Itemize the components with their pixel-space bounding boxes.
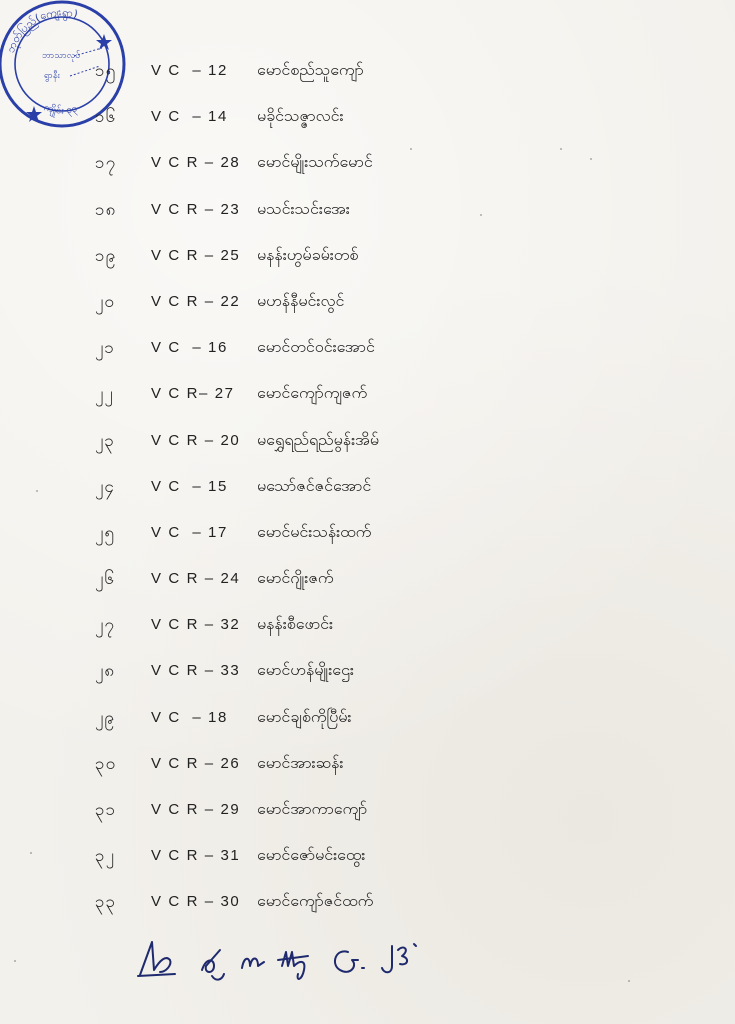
list-item: [0, 239, 735, 285]
row-name: မခိုင်သဇ္ဇာလင်း: [257, 106, 344, 126]
row-name: မောင်ဂျိုးဇက်: [257, 568, 334, 588]
row-code: V C R – 28: [151, 154, 241, 172]
row-number: ၂၅: [95, 522, 115, 543]
row-name: မောင်ဟန်မျိုးဌေး: [257, 660, 354, 680]
list-item: [0, 885, 735, 931]
list-item: [0, 470, 735, 516]
row-code: V C – 17: [151, 523, 228, 541]
row-name: မသင်းသင်းအေး: [257, 198, 350, 218]
row-number: ၁၆: [95, 107, 117, 128]
list-item: [0, 424, 735, 470]
row-name: မောင်အာကာကျော်: [257, 799, 368, 818]
row-name: မောင်မင်းသန်းထက်: [257, 521, 372, 541]
row-name: မနန်းဟွမ်ခမ်းတစ်: [257, 244, 359, 264]
row-name: မောင်ချစ်ကိုပြီမ်း: [257, 706, 352, 726]
row-name: မောင်ဇော်မင်းထွေး: [257, 845, 366, 865]
row-number: ၃၂: [95, 846, 115, 867]
row-number: ၂၆: [95, 569, 115, 590]
signature-6: [382, 944, 416, 972]
row-name: မောင်ကျော်ကျဇက်: [257, 383, 368, 403]
row-name: မောင်တင်ဝင်းအောင်: [257, 337, 375, 357]
row-code: V C R – 25: [151, 246, 241, 264]
row-number: ၂၀: [95, 291, 115, 312]
list-item: [0, 793, 735, 839]
row-code: V C R – 26: [151, 754, 241, 772]
member-list: [0, 54, 735, 932]
row-name: မရွှေရည်ရည်မွန်းအိမ်: [257, 429, 379, 449]
row-number: ၃၃: [95, 892, 117, 913]
signature-3: [242, 959, 264, 969]
row-code: V C R – 23: [151, 200, 241, 218]
row-name: မဟန်နီမင်းလွင်: [257, 290, 345, 310]
row-name: မောင်စည်သူကျော်: [257, 60, 364, 79]
list-item: [0, 839, 735, 885]
stamp-line-2: ရွာနီး: [44, 71, 60, 81]
list-item: [0, 654, 735, 700]
row-code: V C R – 20: [151, 431, 241, 449]
row-number: ၂၁: [95, 338, 115, 359]
row-number: ၂၉: [95, 707, 115, 728]
row-code: V C R – 32: [151, 616, 241, 634]
list-item: [0, 100, 735, 146]
row-code: V C – 18: [151, 708, 228, 726]
list-item: [0, 146, 735, 192]
row-number: ၁၈: [95, 199, 117, 220]
row-code: V C R– 27: [151, 385, 235, 403]
list-item: [0, 331, 735, 377]
row-number: ၃၁: [95, 800, 117, 820]
row-number: ၁၅: [95, 61, 117, 81]
signature-4: [278, 952, 308, 979]
list-item: [0, 562, 735, 608]
row-number: ၃၀: [95, 753, 117, 774]
row-code: V C R – 29: [151, 801, 241, 818]
list-item: [0, 608, 735, 654]
signature-2: [202, 950, 224, 980]
row-code: V C – 16: [151, 339, 228, 357]
list-item: [0, 285, 735, 331]
row-code: V C R – 22: [151, 292, 241, 310]
row-name: မနန်းစီဖောင်း: [257, 614, 334, 634]
list-item: [0, 193, 735, 239]
row-code: V C R – 24: [151, 570, 241, 588]
stamp-text-top: ဘုတ်ပြည်(ကျေးရွာ): [3, 5, 80, 55]
signature-5: [335, 951, 364, 971]
row-number: ၂၂: [95, 384, 114, 405]
row-code: V C R – 31: [151, 847, 241, 865]
stamp-text-bottom: ကျိုင်း ၃၃: [42, 102, 79, 117]
row-number: ၁၉: [95, 245, 117, 266]
row-number: ၂၃: [95, 430, 115, 451]
row-number: ၂၇: [95, 615, 115, 636]
row-code: V C – 12: [151, 62, 228, 79]
row-code: V C – 15: [151, 477, 228, 495]
list-item: [0, 54, 735, 100]
row-number: ၂၄: [95, 476, 115, 497]
signature-1: [138, 942, 175, 976]
list-item: [0, 747, 735, 793]
row-number: ၁၇: [95, 153, 117, 174]
list-item: [0, 377, 735, 423]
list-item: [0, 516, 735, 562]
row-number: ၂၈: [95, 661, 116, 682]
row-code: V C R – 30: [151, 893, 241, 911]
row-code: V C – 14: [151, 108, 228, 126]
row-name: မောင်မျိုးသက်မောင်: [257, 152, 373, 172]
signatures: [130, 930, 430, 990]
row-name: မောင်အားဆန်း: [257, 752, 344, 772]
row-name: မသော်ဇင်ဇင်အောင်: [257, 475, 372, 495]
row-name: မောင်ကျော်ဇင်ထက်: [257, 891, 374, 911]
list-item: [0, 701, 735, 747]
row-code: V C R – 33: [151, 662, 241, 680]
stamp-line-1: ဘာသာလုပ်: [42, 51, 81, 61]
